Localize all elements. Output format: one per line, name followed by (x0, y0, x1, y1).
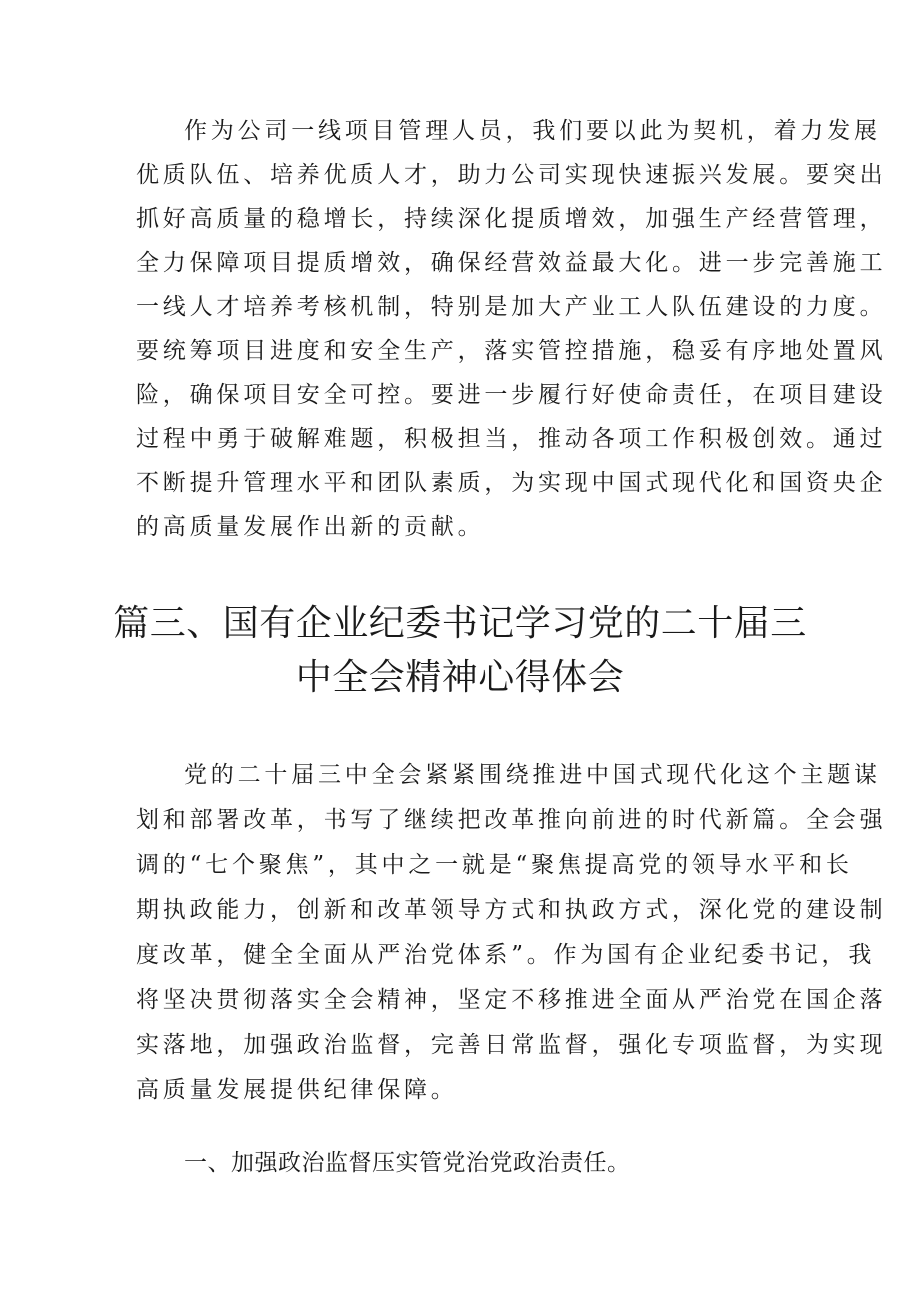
paragraph-line: 的高质量发展作出新的贡献。 (136, 514, 485, 540)
paragraph-line: 期执政能力，创新和改革领导方式和执政方式，深化党的建设制 (136, 897, 887, 923)
subheading-1: 一、加强政治监督压实管党治党政治责任。 (184, 1150, 631, 1176)
paragraph-line: 要统筹项目进度和安全生产，落实管控措施，稳妥有序地处置风 (136, 338, 887, 364)
paragraph-line: 将坚决贯彻落实全会精神，坚定不移推进全面从严治党在国企落 (136, 987, 887, 1013)
paragraph-line: 抓好高质量的稳增长，持续深化提质增效，加强生产经营管理， (136, 206, 887, 232)
paragraph-line: 优质队伍、培养优质人才，助力公司实现快速振兴发展。要突出 (136, 162, 887, 188)
section-title-line-2: 中全会精神心得体会 (295, 657, 625, 698)
paragraph-line: 过程中勇于破解难题，积极担当，推动各项工作积极创效。通过 (136, 426, 887, 452)
paragraph-line: 作为公司一线项目管理人员，我们要以此为契机，着力发展 (184, 118, 881, 144)
paragraph-line: 党的二十届三中全会紧紧围绕推进中国式现代化这个主题谋 (184, 762, 881, 788)
paragraph-line: 高质量发展提供纪律保障。 (136, 1077, 458, 1103)
section-title-line-1: 篇三、国有企业纪委书记学习党的二十届三 (113, 603, 807, 644)
paragraph-line: 调的“七个聚焦”，其中之一就是“聚焦提高党的领导水平和长 (136, 852, 853, 878)
paragraph-line: 不断提升管理水平和团队素质，为实现中国式现代化和国资央企 (136, 470, 887, 496)
paragraph-line: 划和部署改革，书写了继续把改革推向前进的时代新篇。全会强 (136, 807, 887, 833)
paragraph-line: 一线人才培养考核机制，特别是加大产业工人队伍建设的力度。 (136, 294, 887, 320)
paragraph-line: 度改革，健全全面从严治党体系”。作为国有企业纪委书记，我 (136, 942, 876, 968)
paragraph-line: 险，确保项目安全可控。要进一步履行好使命责任，在项目建设 (136, 382, 887, 408)
paragraph-line: 全力保障项目提质增效，确保经营效益最大化。进一步完善施工 (136, 250, 887, 276)
paragraph-line: 实落地，加强政治监督，完善日常监督，强化专项监督，为实现 (136, 1032, 887, 1058)
